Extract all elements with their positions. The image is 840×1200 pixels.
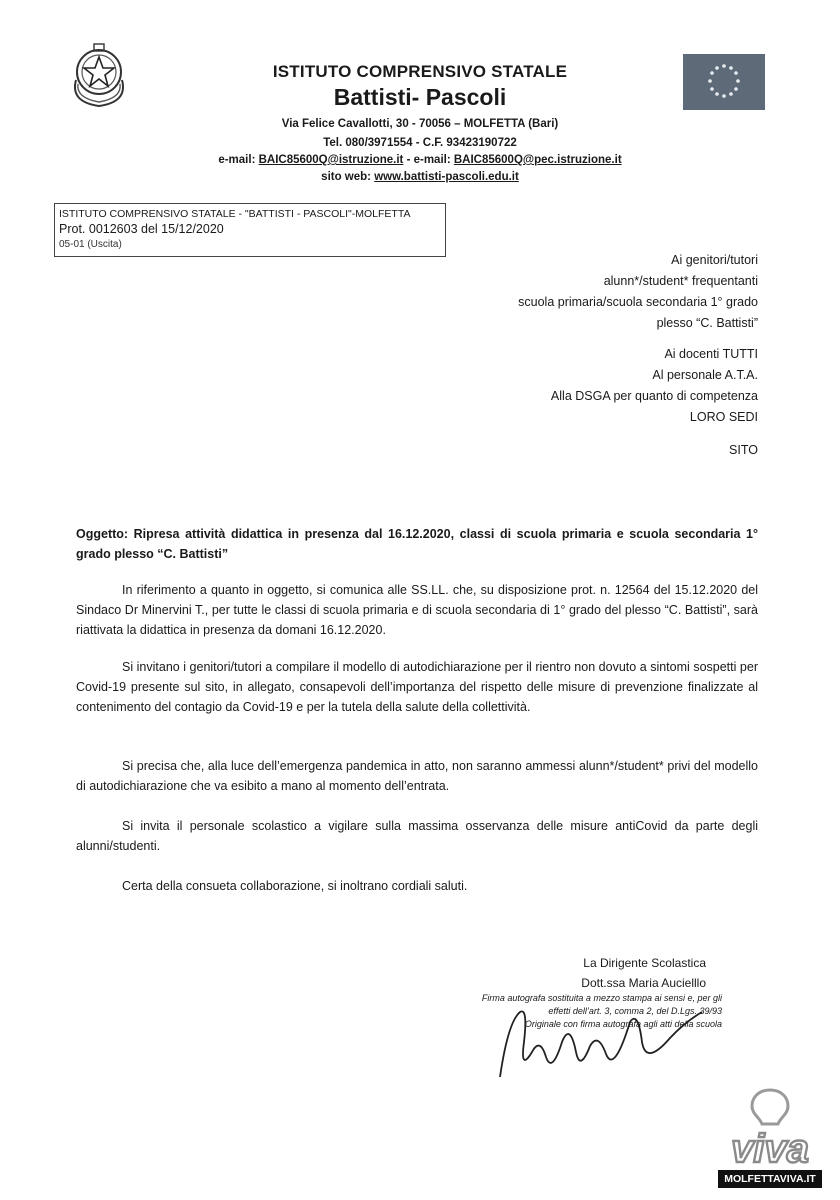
viva-watermark-logo — [722, 1086, 818, 1168]
email-link[interactable]: BAIC85600Q@istruzione.it — [258, 154, 404, 166]
signatory-title: La Dirigente Scolastica — [583, 956, 706, 970]
phone-and-tax-code: Tel. 080/3971554 - C.F. 93423190722 — [323, 137, 517, 149]
protocol-institute: ISTITUTO COMPRENSIVO STATALE - "BATTISTI - PASCOLI"-MOLFETTA — [59, 208, 411, 220]
protocol-classification: 05-01 (Uscita) — [59, 239, 122, 250]
recipient-line: Al personale A.T.A. — [652, 368, 758, 382]
recipient-line: plesso “C. Battisti” — [656, 316, 758, 330]
body-paragraph: Si invitano i genitori/tutori a compilare il modello di autodichiarazione per il rientro non dovuto a sintomi sospetti per Covid-19 presente sul sito, in allegato, consapevoli dell’importanza del rispetto delle misure di prevenzione finalizzate al contenimento del contagio da Covid-19 e per la tutela della salute della collettività. — [76, 660, 758, 714]
school-address: Via Felice Cavallotti, 30 - 70056 – MOLFETTA (Bari) — [281, 118, 559, 130]
email-separator: - e-mail: — [403, 154, 454, 166]
recipient-line: Ai genitori/tutori — [671, 253, 758, 267]
body-paragraph: Si precisa che, alla luce dell’emergenza pandemica in atto, non saranno ammessi alunn*/student* privi del modello di autodichiarazione che va esibito a mano al momento dell’entrata. — [76, 759, 758, 793]
body-paragraph: Si invita il personale scolastico a vigilare sulla massima osservanza delle misure antiCovid da parte degli alunni/studenti. — [76, 819, 758, 853]
recipients-parents — [518, 250, 758, 334]
recipient-line: scuola primaria/scuola secondaria 1° grado — [518, 295, 758, 309]
pec-email-link[interactable]: BAIC85600Q@pec.istruzione.it — [453, 154, 622, 166]
signature-note: Originale con firma autografa agli atti della scuola — [524, 1019, 722, 1029]
signature-note: Firma autografa sostituita a mezzo stampa ai sensi e, per gli — [481, 993, 722, 1003]
recipient-line: Ai docenti TUTTI — [664, 347, 758, 361]
recipient-site: SITO — [729, 443, 758, 457]
recipients-staff — [551, 344, 758, 428]
protocol-number: Prot. 0012603 del 15/12/2020 — [59, 222, 224, 236]
recipient-line: LORO SEDI — [689, 410, 758, 424]
watermark-logo-text: viva — [731, 1127, 809, 1168]
school-name: Battisti- Pascoli — [333, 84, 507, 110]
body-paragraph: In riferimento a quanto in oggetto, si comunica alle SS.LL. che, su disposizione prot. n. 12564 del 15.12.2020 del Sindaco Dr Minervini T., per tutte le classi di scuola primaria e di scuola secondaria di 1° grado del plesso “C. Battisti”, sarà riattivata la didattica in presenza da domani 16.12.2020. — [76, 583, 758, 637]
letter-subject: Oggetto: Ripresa attività didattica in presenza dal 16.12.2020, classi di scuola primaria e scuola secondaria 1° grado plesso “C. Battisti” — [76, 527, 758, 561]
website-line — [0, 171, 840, 183]
watermark-site[interactable]: MOLFETTAVIVA.IT — [718, 1170, 822, 1188]
website-prefix: sito web: — [321, 171, 375, 183]
signature-note: effetti dell’art. 3, comma 2, del D.Lgs. 39/93 — [548, 1006, 722, 1016]
recipient-line: alunn*/student* frequentanti — [603, 274, 758, 288]
body-paragraph: Certa della consueta collaborazione, si inoltrano cordiali saluti. — [122, 879, 468, 893]
email-prefix: e-mail: — [218, 154, 259, 166]
signatory-name: Dott.ssa Maria Aucielllo — [581, 976, 706, 990]
protocol-stamp — [54, 203, 446, 257]
recipient-line: Alla DSGA per quanto di competenza — [550, 389, 758, 403]
institute-type: ISTITUTO COMPRENSIVO STATALE — [272, 62, 568, 81]
website-link[interactable]: www.battisti-pascoli.edu.it — [374, 171, 519, 183]
email-line — [0, 154, 840, 166]
